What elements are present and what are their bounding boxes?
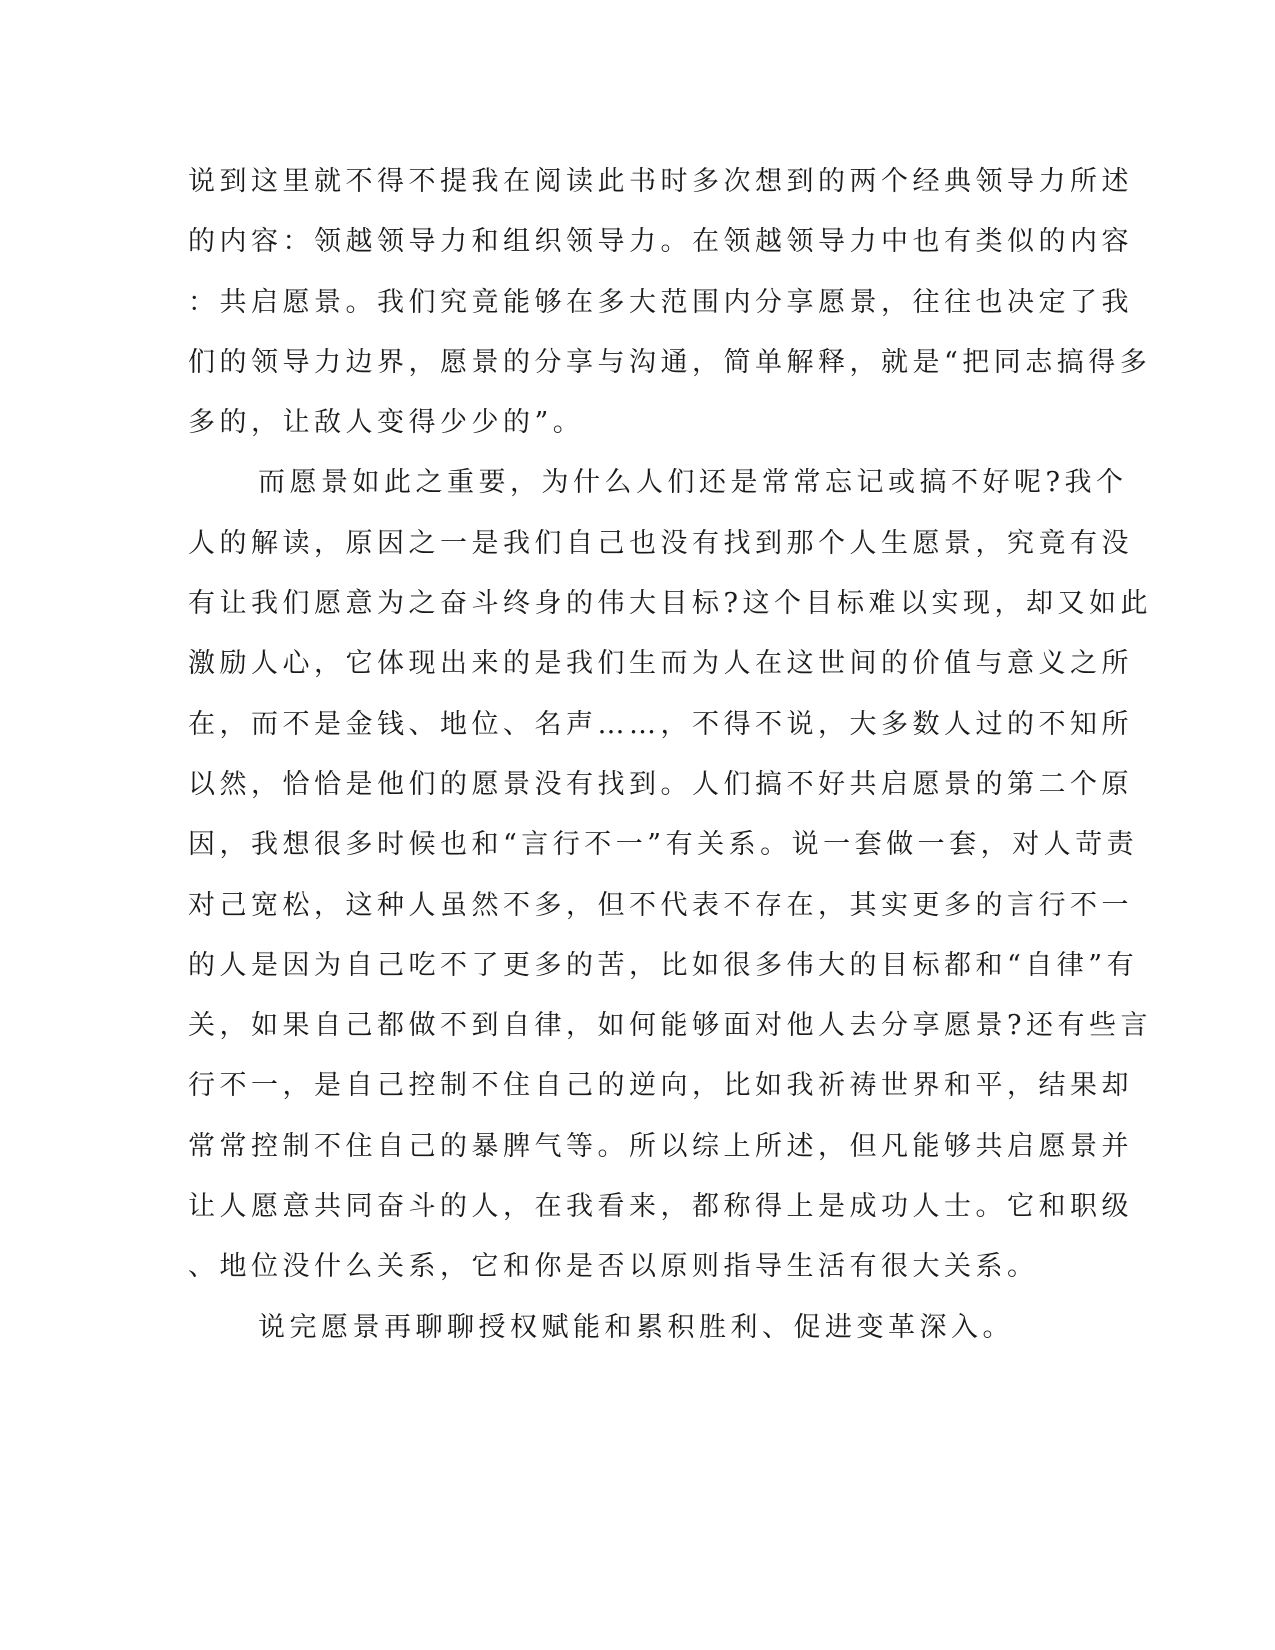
- text-line: 说完愿景再聊聊授权赋能和累积胜利、促进变革深入。: [258, 1311, 1014, 1343]
- text-line: 、地位没什么关系，它和你是否以原则指导生活有很大关系。: [188, 1251, 1039, 1283]
- text-line: 说到这里就不得不提我在阅读此书时多次想到的两个经典领导力所述: [188, 166, 1133, 197]
- text-line: 而愿景如此之重要，为什么人们还是常常忘记或搞不好呢?我个: [258, 467, 1128, 499]
- text-line: 因，我想很多时候也和“言行不一”有关系。说一套做一套，对人苛责: [188, 829, 1139, 861]
- paragraph-3: [188, 1298, 1058, 1358]
- text-line: ：共启愿景。我们究竟能够在多大范围内分享愿景，往往也决定了我: [188, 286, 1133, 318]
- paragraph-1: [188, 152, 1152, 453]
- text-line: 有让我们愿意为之奋斗终身的伟大目标?这个目标难以实现，却又如此: [188, 588, 1152, 620]
- text-line: 让人愿意共同奋斗的人，在我看来，都称得上是成功人士。它和职级: [188, 1191, 1133, 1223]
- body-text: [188, 152, 1152, 1358]
- text-line: 对己宽松，这种人虽然不多，但不代表不存在，其实更多的言行不一: [188, 889, 1133, 921]
- text-line: 的人是因为自己吃不了更多的苦，比如很多伟大的目标都和“自律”有: [188, 949, 1139, 981]
- text-line: 以然，恰恰是他们的愿景没有找到。人们搞不好共启愿景的第二个原: [188, 768, 1133, 800]
- text-line: 行不一，是自己控制不住自己的逆向，比如我祈祷世界和平，结果却: [188, 1070, 1133, 1102]
- text-line: 多的，让敌人变得少少的”。: [188, 407, 585, 439]
- text-line: 们的领导力边界，愿景的分享与沟通，简单解释，就是“把同志搞得多: [188, 346, 1152, 378]
- paragraph-2: [188, 453, 1152, 1297]
- text-line: 人的解读，原因之一是我们自己也没有找到那个人生愿景，究竟有没: [188, 527, 1133, 559]
- text-line: 常常控制不住自己的暴脾气等。所以综上所述，但凡能够共启愿景并: [188, 1130, 1133, 1162]
- text-line: 关，如果自己都做不到自律，如何能够面对他人去分享愿景?还有些言: [188, 1010, 1152, 1042]
- text-line: 激励人心，它体现出来的是我们生而为人在这世间的价值与意义之所: [188, 648, 1133, 680]
- text-line: 的内容：领越领导力和组织领导力。在领越领导力中也有类似的内容: [188, 226, 1133, 258]
- text-line: 在，而不是金钱、地位、名声……，不得不说，大多数人过的不知所: [188, 708, 1133, 740]
